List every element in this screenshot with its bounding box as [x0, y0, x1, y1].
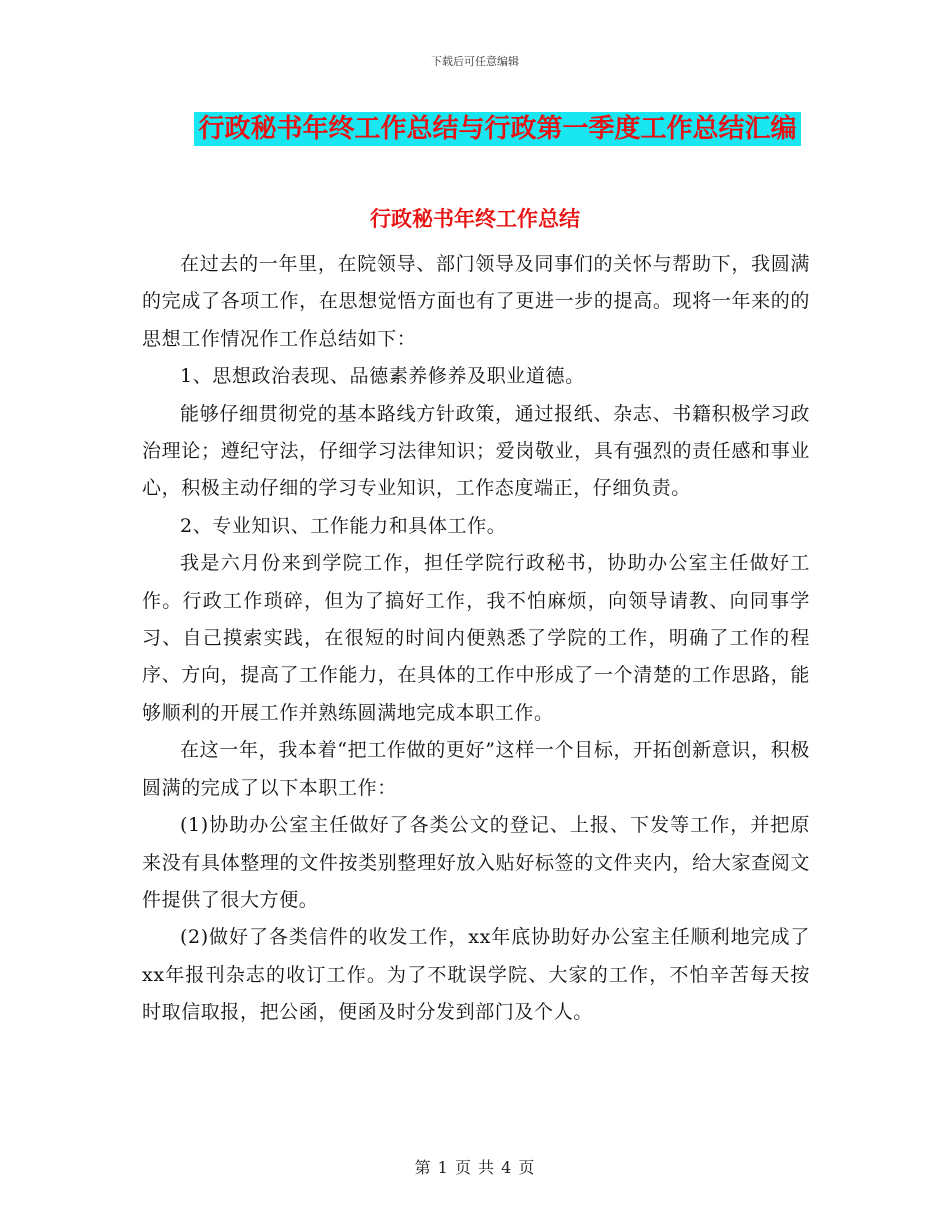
- page-header-note: 下载后可任意编辑: [431, 55, 519, 68]
- document-body: [142, 246, 810, 1032]
- section-title: 行政秘书年终工作总结: [370, 207, 580, 231]
- paragraph: 2、专业知识、工作能力和具体工作。: [180, 514, 507, 537]
- paragraph: 我是六月份来到学院工作，担任学院行政秘书，协助办公室主任做好工作。行政工作琐碎，但为了搞好工作，我不怕麻烦，向领导请教、向同事学习、自己摸索实践，在很短的时间内便熟悉了学院的工作，明确了工作的程序、方向，提高了工作能力，在具体的工作中形成了一个清楚的工作思路，能够顺利的开展工作并熟练圆满地完成本职工作。: [142, 552, 810, 724]
- paragraph: 能够仔细贯彻党的基本路线方针政策，通过报纸、杂志、书籍积极学习政治理论；遵纪守法，仔细学习法律知识；爱岗敬业，具有强烈的责任感和事业心，积极主动仔细的学习专业知识，工作态度端正，仔细负责。: [142, 402, 810, 500]
- paragraph: 在这一年，我本着“把工作做的更好”这样一个目标，开拓创新意识，积极圆满的完成了以下本职工作：: [142, 739, 810, 799]
- document-title: 行政秘书年终工作总结与行政第一季度工作总结汇编: [194, 112, 800, 146]
- paragraph: 1、思想政治表现、品德素养修养及职业道德。: [180, 365, 585, 388]
- page-footer: 第 1 页 共 4 页: [414, 1158, 536, 1177]
- paragraph: 在过去的一年里，在院领导、部门领导及同事们的关怀与帮助下，我圆满的完成了各项工作，在思想觉悟方面也有了更进一步的提高。现将一年来的的思想工作情况作工作总结如下：: [142, 253, 810, 350]
- document-title-container: [0, 112, 950, 146]
- paragraph: (1)协助办公室主任做好了各类公文的登记、上报、下发等工作，并把原来没有具体整理的文件按类别整理好放入贴好标签的文件夹内，给大家查阅文件提供了很大方便。: [142, 814, 810, 911]
- paragraph: (2)做好了各类信件的收发工作，xx年底协助好办公室主任顺利地完成了xx年报刊杂志的收订工作。为了不耽误学院、大家的工作，不怕辛苦每天按时取信取报，把公函，便函及时分发到部门及个人。: [142, 926, 810, 1024]
